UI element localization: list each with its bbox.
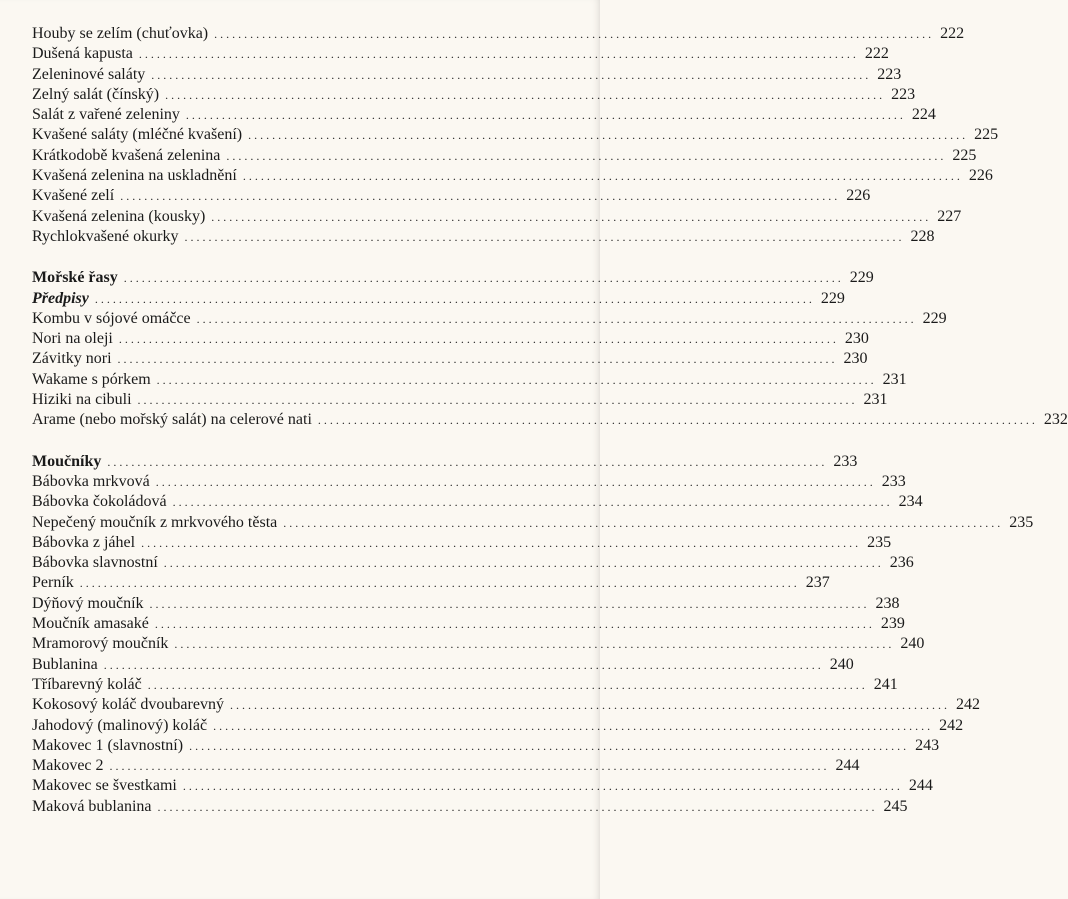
table-of-contents	[32, 24, 1068, 817]
entry-title: Hiziki na cibuli	[32, 391, 132, 409]
dot-leader: ........................................................................................................................	[317, 413, 1038, 428]
dot-leader: ........................................................................................................................	[242, 169, 963, 184]
toc-entry	[32, 756, 860, 776]
entry-title: Bublanina	[32, 655, 98, 673]
toc-entry	[32, 85, 916, 105]
toc-section-seaweed	[32, 268, 1068, 430]
dot-leader: ........................................................................................................................	[174, 637, 895, 652]
entry-title: Makovec 1 (slavnostní)	[32, 736, 184, 754]
entry-title: Bábovka mrkvová	[32, 472, 150, 490]
toc-entry	[32, 634, 925, 654]
page-number: 241	[873, 675, 898, 693]
entry-title: Kombu v sójové omáčce	[32, 309, 191, 327]
entry-title: Jahodový (malinový) koláč	[32, 716, 208, 734]
page-number: 240	[900, 635, 925, 653]
entry-title: Moučník amasaké	[32, 615, 149, 633]
page-number: 236	[889, 554, 914, 572]
entry-title: Bábovka z jáhel	[32, 533, 136, 551]
page-number: 222	[864, 45, 889, 63]
toc-entry	[32, 186, 871, 206]
page-number: 224	[911, 106, 936, 124]
dot-leader: ........................................................................................................................	[184, 229, 905, 244]
entry-title: Nori na oleji	[32, 330, 113, 348]
dot-leader: ........................................................................................................................	[226, 148, 947, 163]
toc-entry	[32, 166, 993, 186]
toc-entry	[32, 125, 999, 145]
toc-entry	[32, 390, 888, 410]
page-number: 222	[940, 25, 965, 42]
entry-title: Kvašená zelenina na uskladnění	[32, 167, 237, 185]
dot-leader: ........................................................................................................................	[147, 677, 868, 692]
entry-title: Předpisy	[32, 289, 89, 307]
dot-leader: ........................................................................................................................	[94, 291, 815, 306]
page-number: 226	[968, 167, 993, 185]
page-number: 230	[843, 350, 868, 368]
page-number: 232	[1043, 411, 1068, 429]
toc-entry	[32, 716, 964, 736]
dot-leader: ........................................................................................................................	[117, 352, 838, 367]
page-number: 235	[867, 533, 892, 551]
entry-title: Kvašená zelenina (kousky)	[32, 207, 206, 225]
dot-leader: ........................................................................................................................	[163, 556, 884, 571]
dot-leader: ........................................................................................................................	[118, 332, 839, 347]
dot-leader: ........................................................................................................................	[214, 27, 935, 41]
toc-entry	[32, 797, 908, 817]
dot-leader: ........................................................................................................................	[79, 576, 800, 591]
toc-heading	[32, 452, 858, 472]
dot-leader: ........................................................................................................................	[109, 759, 830, 774]
page-number: 234	[898, 493, 923, 511]
entry-title: Tříbarevný koláč	[32, 675, 142, 693]
toc-entry	[32, 44, 889, 64]
page-number: 242	[955, 696, 980, 714]
entry-title: Dýňový moučník	[32, 594, 144, 612]
dot-leader: ........................................................................................................................	[137, 393, 858, 408]
toc-entry	[32, 146, 977, 166]
entry-title: Moučníky	[32, 452, 102, 470]
toc-entry	[32, 410, 1068, 430]
toc-entry	[32, 207, 962, 227]
page-number: 235	[1009, 513, 1034, 531]
toc-entry	[32, 776, 933, 796]
dot-leader: ........................................................................................................................	[182, 779, 903, 794]
toc-section-desserts	[32, 452, 1034, 817]
entry-title: Kvašené saláty (mléčné kvašení)	[32, 126, 243, 144]
page-number: 226	[846, 187, 871, 205]
entry-title: Salát z vařené zeleniny	[32, 106, 180, 124]
toc-entry	[32, 24, 965, 44]
page-number: 227	[937, 207, 962, 225]
toc-heading	[32, 268, 874, 288]
toc-entry	[32, 573, 830, 593]
toc-entry	[32, 309, 947, 329]
page-number: 225	[952, 146, 977, 164]
dot-leader: ........................................................................................................................	[248, 128, 969, 143]
toc-entry	[32, 370, 907, 390]
toc-section-vegetables	[32, 24, 999, 247]
entry-title: Mořské řasy	[32, 269, 118, 287]
dot-leader: ........................................................................................................................	[107, 454, 828, 469]
toc-entry	[32, 695, 980, 715]
toc-entry	[32, 349, 868, 369]
entry-title: Bábovka čokoládová	[32, 493, 167, 511]
toc-entry	[32, 329, 869, 349]
entry-title: Dušená kapusta	[32, 45, 133, 63]
dot-leader: ........................................................................................................................	[189, 738, 910, 753]
page-number: 229	[849, 269, 874, 287]
dot-leader: ........................................................................................................................	[156, 372, 877, 387]
dot-leader: ........................................................................................................................	[172, 495, 893, 510]
page-number: 239	[880, 615, 905, 633]
dot-leader: ........................................................................................................................	[283, 515, 1004, 530]
dot-leader: ........................................................................................................................	[123, 271, 844, 286]
dot-leader: ........................................................................................................................	[120, 189, 841, 204]
entry-title: Kvašené zelí	[32, 187, 115, 205]
toc-entry	[32, 105, 936, 125]
dot-leader: ........................................................................................................................	[229, 698, 950, 713]
entry-title: Wakame s pórkem	[32, 370, 151, 388]
page-number: 240	[829, 655, 854, 673]
dot-leader: ........................................................................................................................	[155, 474, 876, 489]
dot-leader: ........................................................................................................................	[185, 108, 906, 123]
page-number: 229	[820, 289, 845, 307]
page-number: 223	[891, 85, 916, 103]
toc-entry	[32, 736, 940, 756]
dot-leader: ........................................................................................................................	[196, 311, 917, 326]
entry-title: Arame (nebo mořský salát) na celerové nati	[32, 411, 312, 429]
entry-title: Perník	[32, 574, 74, 592]
toc-entry	[32, 594, 900, 614]
entry-title: Kokosový koláč dvoubarevný	[32, 696, 224, 714]
dot-leader: ........................................................................................................................	[211, 209, 932, 224]
page-number: 245	[883, 797, 908, 815]
page-number: 225	[974, 126, 999, 144]
page-number: 242	[939, 716, 964, 734]
dot-leader: ........................................................................................................................	[149, 596, 870, 611]
page-number: 238	[875, 594, 900, 612]
entry-title: Houby se zelím (chuťovka)	[32, 25, 209, 42]
dot-leader: ........................................................................................................................	[154, 617, 875, 632]
entry-title: Makovec 2	[32, 757, 104, 775]
entry-title: Rychlokvašené okurky	[32, 227, 179, 245]
toc-entry	[32, 614, 905, 634]
page-number: 244	[835, 757, 860, 775]
toc-entry	[32, 513, 1034, 533]
entry-title: Zeleninové saláty	[32, 65, 146, 83]
page-number: 233	[833, 452, 858, 470]
page-number: 228	[910, 227, 935, 245]
entry-title: Maková bublanina	[32, 797, 152, 815]
dot-leader: ........................................................................................................................	[165, 87, 886, 102]
entry-title: Bábovka slavnostní	[32, 554, 158, 572]
page-number: 237	[805, 574, 830, 592]
toc-entry	[32, 655, 854, 675]
toc-entry	[32, 533, 892, 553]
dot-leader: ........................................................................................................................	[151, 67, 872, 82]
toc-entry	[32, 65, 902, 85]
toc-entry	[32, 675, 898, 695]
dot-leader: ........................................................................................................................	[213, 718, 934, 733]
dot-leader: ........................................................................................................................	[157, 799, 878, 814]
dot-leader: ........................................................................................................................	[103, 657, 824, 672]
dot-leader: ........................................................................................................................	[141, 535, 862, 550]
page-number: 229	[922, 309, 947, 327]
entry-title: Krátkodobě kvašená zelenina	[32, 146, 221, 164]
page-number: 231	[882, 370, 907, 388]
page-number: 230	[844, 330, 869, 348]
toc-entry	[32, 227, 935, 247]
page-number: 244	[908, 777, 933, 795]
page-number: 243	[915, 736, 940, 754]
toc-entry	[32, 553, 914, 573]
entry-title: Závitky nori	[32, 350, 112, 368]
toc-subheading	[32, 289, 845, 309]
entry-title: Mramorový moučník	[32, 635, 169, 653]
toc-entry	[32, 472, 906, 492]
entry-title: Nepečený moučník z mrkvového těsta	[32, 513, 278, 531]
toc-entry	[32, 492, 923, 512]
entry-title: Makovec se švestkami	[32, 777, 177, 795]
page-number: 233	[881, 472, 906, 490]
page-number: 223	[877, 65, 902, 83]
page-number: 231	[863, 391, 888, 409]
entry-title: Zelný salát (čínský)	[32, 85, 160, 103]
dot-leader: ........................................................................................................................	[138, 47, 859, 62]
